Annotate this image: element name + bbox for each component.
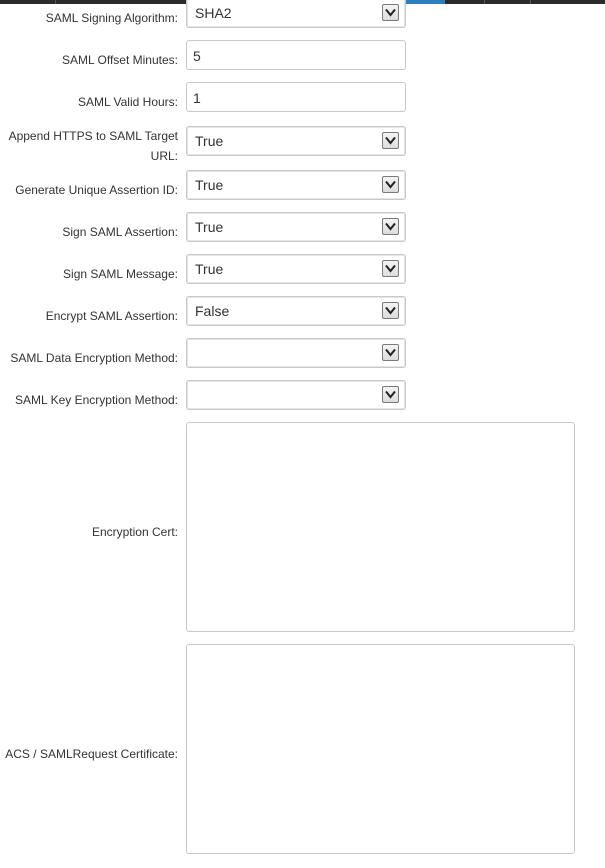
acs-samlrequest-certificate-label: ACS / SAMLRequest Certificate:	[5, 747, 178, 761]
saml-key-encryption-method-label: SAML Key Encryption Method:	[15, 393, 178, 407]
sign-saml-assertion-label: Sign SAML Assertion:	[62, 225, 178, 239]
selected-value: SHA2	[195, 5, 232, 21]
input-value: 5	[193, 48, 201, 64]
saml-offset-minutes-input[interactable]	[186, 40, 406, 70]
chevron-down-icon[interactable]	[382, 4, 399, 21]
chevron-down-icon[interactable]	[382, 218, 399, 235]
saml-data-encryption-method-select[interactable]	[186, 338, 406, 368]
append-https-label	[0, 127, 178, 165]
saml-valid-hours-label: SAML Valid Hours:	[77, 95, 178, 109]
saml-signing-algorithm-label: SAML Signing Algorithm:	[45, 11, 178, 25]
sign-saml-assertion-select[interactable]	[186, 212, 406, 242]
chevron-down-icon[interactable]	[382, 176, 399, 193]
chevron-down-icon[interactable]	[382, 260, 399, 277]
encrypt-saml-assertion-select[interactable]	[186, 296, 406, 326]
saml-data-encryption-method-label: SAML Data Encryption Method:	[10, 351, 178, 365]
encrypt-saml-assertion-label: Encrypt SAML Assertion:	[45, 309, 178, 323]
saml-signing-algorithm-select[interactable]	[186, 0, 406, 28]
sign-saml-message-label: Sign SAML Message:	[63, 267, 178, 281]
encryption-cert-label: Encryption Cert:	[91, 525, 178, 539]
input-value: 1	[193, 90, 201, 106]
chevron-down-icon[interactable]	[382, 386, 399, 403]
selected-value: True	[195, 177, 224, 193]
saml-valid-hours-input[interactable]	[186, 82, 406, 112]
append-https-select[interactable]	[186, 126, 406, 156]
encryption-cert-textarea[interactable]	[186, 422, 575, 632]
selected-value: True	[195, 219, 224, 235]
sign-saml-message-select[interactable]	[186, 254, 406, 284]
selected-value: True	[195, 133, 224, 149]
chevron-down-icon[interactable]	[382, 344, 399, 361]
saml-key-encryption-method-select[interactable]	[186, 380, 406, 410]
generate-unique-assertion-id-select[interactable]	[186, 170, 406, 200]
chevron-down-icon[interactable]	[382, 302, 399, 319]
generate-unique-assertion-id-label: Generate Unique Assertion ID:	[15, 183, 178, 197]
acs-samlrequest-certificate-textarea[interactable]	[186, 644, 575, 854]
selected-value: False	[195, 303, 230, 319]
chevron-down-icon[interactable]	[382, 132, 399, 149]
saml-offset-minutes-label: SAML Offset Minutes:	[61, 53, 178, 67]
selected-value: True	[195, 261, 224, 277]
label-line: Append HTTPS to SAML Target	[8, 129, 178, 143]
label-line: URL:	[150, 149, 178, 163]
